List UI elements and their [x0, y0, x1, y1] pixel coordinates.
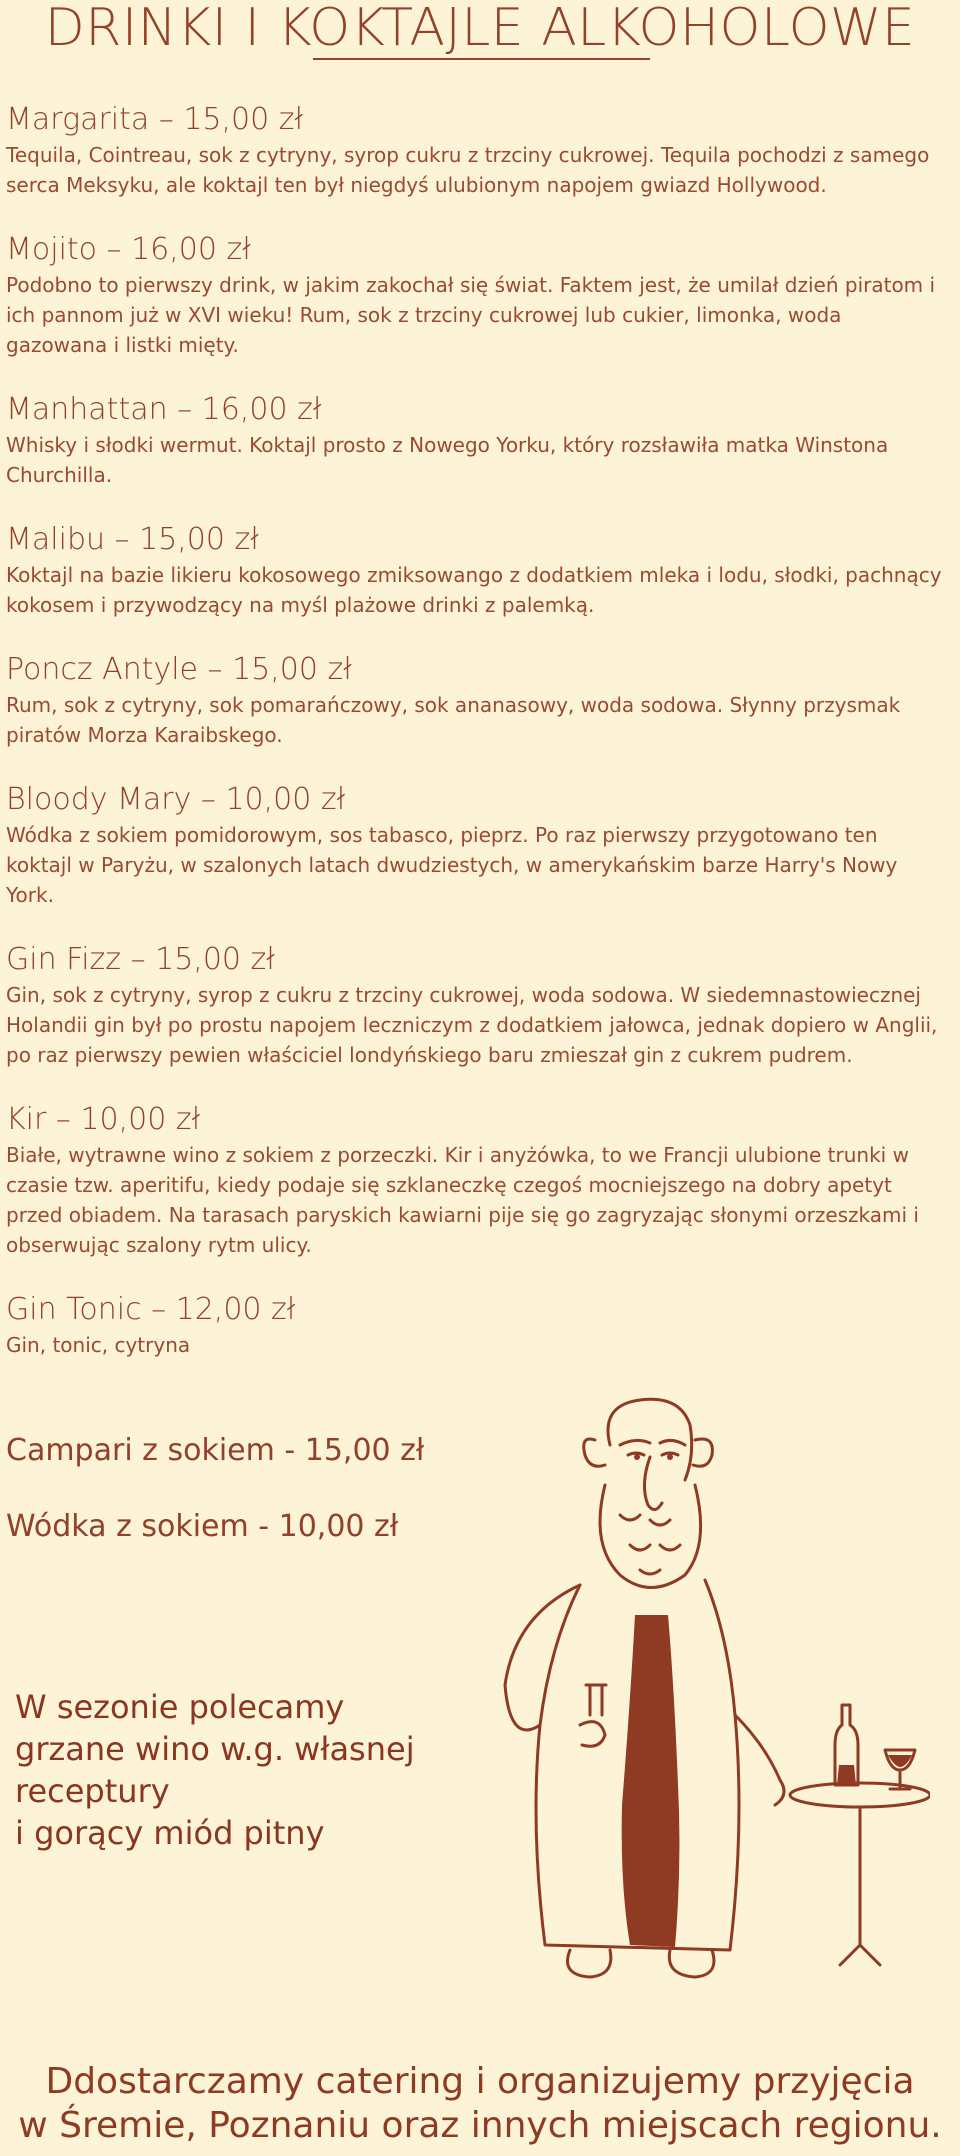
menu-item-description: Wódka z sokiem pomidorowym, sos tabasco, pieprz. Po raz pierwszy przygotowano ten koktajl w Paryżu, w szalonych latach dwudziestych, w amerykańskim barze Harry's Nowy York. — [6, 823, 898, 907]
title-underline — [313, 58, 650, 60]
menu-item — [6, 100, 946, 200]
menu-item-description: Gin, sok z cytryny, syrop z cukru z trzciny cukrowej, woda sodowa. W siedemnastowiecznej Holandii gin był po prostu napojem leczniczym z dodatkiem jałowca, jednak dopiero w Anglii, po raz pierwszy pewien właściciel londyńskiego baru zmieszał gin z cukrem pudrem. — [6, 983, 938, 1067]
extra-drink-campari: Campari z sokiem - 15,00 zł — [6, 1433, 425, 1468]
season-line: receptury — [15, 1772, 170, 1810]
season-line: W sezonie polecamy — [15, 1688, 345, 1726]
drinks-menu — [6, 100, 946, 1390]
menu-item-description: Białe, wytrawne wino z sokiem z porzeczki. Kir i anyżówka, to we Francji ulubione trunki w czasie tzw. aperitifu, kiedy podaje się szklaneczkę czegoś mocniejszego na dobry apetyt przed obiadem. Na tarasach paryskich kawiarni pije się go zagryzając słonymi orzeszkami i obserwując szalony rytm ulicy. — [6, 1143, 919, 1257]
menu-item — [6, 1290, 946, 1360]
menu-item-description: Podobno to pierwszy drink, w jakim zakochał się świat. Faktem jest, że umilał dzień piratom i ich pannom już w XVI wieku! Rum, sok z trzciny cukrowej lub cukier, limonka, woda gazowana i listki mięty. — [6, 273, 936, 357]
menu-item-name: Malibu – 15,00 zł — [6, 522, 259, 557]
menu-item — [6, 780, 946, 910]
menu-item — [6, 1100, 946, 1260]
menu-item-description: Gin, tonic, cytryna — [6, 1333, 191, 1357]
page-title: DRINKI I KOKTAJLE ALKOHOLOWE — [44, 0, 916, 58]
season-line: i gorący miód pitny — [15, 1814, 325, 1852]
menu-item-name: Kir – 10,00 zł — [6, 1102, 201, 1137]
menu-item-description: Tequila, Cointreau, sok z cytryny, syrop cukru z trzciny cukrowej. Tequila pochodzi z samego serca Meksyku, ale koktajl ten był niegdyś ulubionym napojem gwiazd Hollywood. — [6, 143, 930, 197]
menu-item-name: Bloody Mary – 10,00 zł — [6, 782, 346, 817]
menu-item-name: Manhattan – 16,00 zł — [6, 392, 322, 427]
season-line: grzane wino w.g. własnej — [15, 1730, 415, 1768]
menu-item-name: Gin Tonic – 12,00 zł — [6, 1292, 296, 1327]
menu-item-name: Poncz Antyle – 15,00 zł — [6, 652, 352, 687]
menu-item-name: Margarita – 15,00 zł — [6, 102, 304, 137]
menu-item-name: Mojito – 16,00 zł — [6, 232, 251, 267]
menu-item-description: Rum, sok z cytryny, sok pomarańczowy, sok ananasowy, woda sodowa. Słynny przysmak piratów Morza Karaibskego. — [6, 693, 901, 747]
seasonal-recommendation — [15, 1686, 435, 1854]
menu-item — [6, 650, 946, 750]
menu-item-description: Whisky i słodki wermut. Koktajl prosto z Nowego Yorku, który rozsławiła matka Winstona Churchilla. — [6, 433, 889, 487]
menu-item — [6, 520, 946, 620]
bearded-man-illustration — [490, 1385, 930, 2025]
menu-item — [6, 940, 946, 1070]
footer-line: Ddostarczamy catering i organizujemy przyjęcia — [45, 2061, 915, 2102]
catering-footer — [0, 2060, 960, 2148]
footer-line: w Śremie, Poznaniu oraz innych miejscach regionu. — [18, 2105, 942, 2146]
menu-item-description: Koktajl na bazie likieru kokosowego zmiksowango z dodatkiem mleka i lodu, słodki, pachnący kokosem i przywodzący na myśl plażowe drinki z palemką. — [6, 563, 942, 617]
menu-item-name: Gin Fizz – 15,00 zł — [6, 942, 275, 977]
menu-item — [6, 390, 946, 490]
menu-item — [6, 230, 946, 360]
extra-drink-vodka: Wódka z sokiem - 10,00 zł — [6, 1509, 399, 1544]
